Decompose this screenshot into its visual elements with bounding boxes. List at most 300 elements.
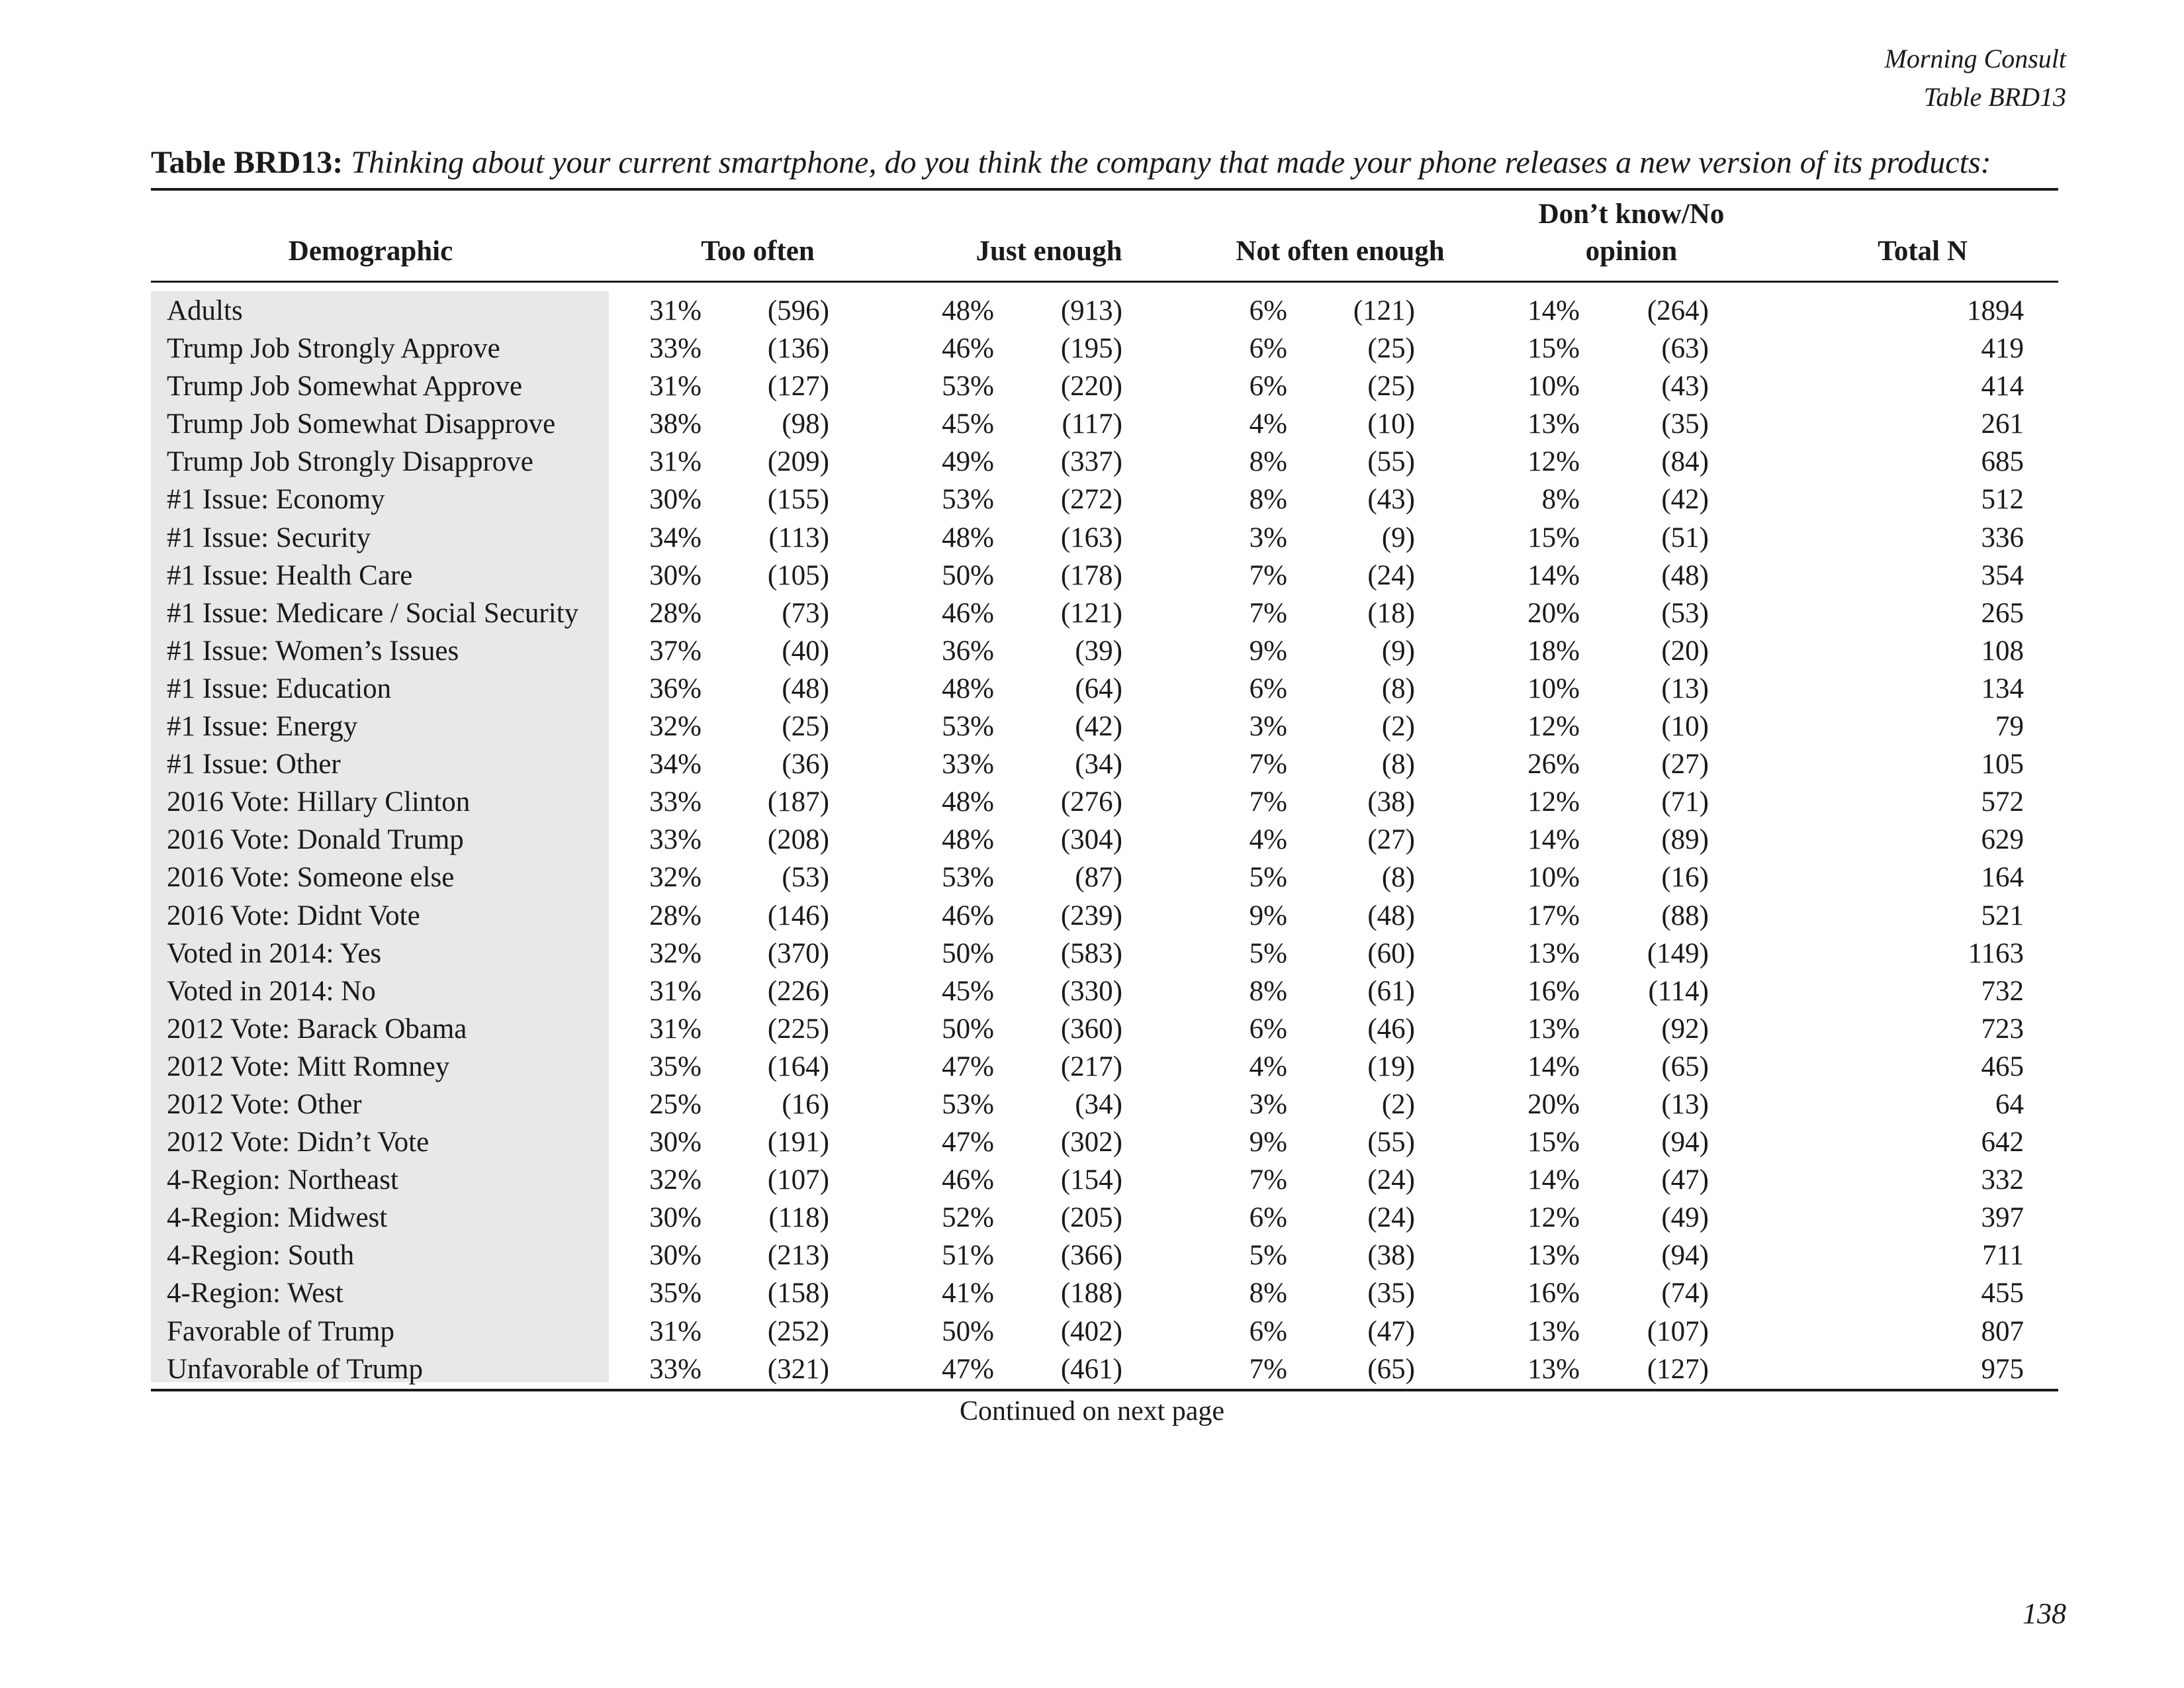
just-enough-pct: 50% xyxy=(942,559,994,591)
row-label: #1 Issue: Education xyxy=(167,673,392,704)
just-enough-pct: 47% xyxy=(942,1127,994,1158)
just-enough-count: (205) xyxy=(1060,1202,1122,1234)
just-enough-count: (34) xyxy=(1075,1088,1122,1120)
table-header-rule xyxy=(151,281,2058,283)
just-enough-pct: 45% xyxy=(942,408,994,440)
continued-note: Continued on next page xyxy=(959,1396,1225,1427)
not-often-enough-count: (27) xyxy=(1367,824,1415,856)
table-title-question: Thinking about your current smartphone, do you think the company that made your phone releases a new version of its products: xyxy=(351,145,1991,180)
dont-know-pct: 8% xyxy=(1541,484,1580,516)
just-enough-count: (117) xyxy=(1062,408,1122,440)
row-label: 4-Region: South xyxy=(167,1240,355,1272)
not-often-enough-pct: 6% xyxy=(1249,673,1287,704)
dont-know-count: (94) xyxy=(1661,1240,1709,1272)
total-n: 108 xyxy=(1981,635,2024,667)
just-enough-pct: 48% xyxy=(942,522,994,553)
page-number: 138 xyxy=(2023,1597,2066,1630)
table-row xyxy=(0,405,2184,443)
dont-know-count: (89) xyxy=(1661,824,1709,856)
just-enough-count: (220) xyxy=(1060,371,1122,402)
too-often-count: (136) xyxy=(767,333,829,365)
row-label: #1 Issue: Other xyxy=(167,749,341,780)
too-often-count: (158) xyxy=(767,1278,829,1309)
dont-know-pct: 12% xyxy=(1527,446,1580,478)
just-enough-pct: 53% xyxy=(942,1088,994,1120)
too-often-pct: 31% xyxy=(649,371,702,402)
row-label: Voted in 2014: No xyxy=(167,975,376,1007)
not-often-enough-count: (55) xyxy=(1367,1127,1415,1158)
dont-know-pct: 26% xyxy=(1527,749,1580,780)
not-often-enough-count: (10) xyxy=(1367,408,1415,440)
table-row xyxy=(0,1123,2184,1161)
total-n: 261 xyxy=(1981,408,2024,440)
dont-know-pct: 13% xyxy=(1527,1240,1580,1272)
not-often-enough-count: (47) xyxy=(1367,1315,1415,1347)
dont-know-count: (16) xyxy=(1661,862,1709,894)
row-label: 2016 Vote: Donald Trump xyxy=(167,824,464,856)
dont-know-count: (149) xyxy=(1647,937,1709,969)
row-label: Unfavorable of Trump xyxy=(167,1353,423,1385)
just-enough-count: (461) xyxy=(1060,1353,1122,1385)
row-label: 2012 Vote: Mitt Romney xyxy=(167,1051,450,1082)
dont-know-count: (127) xyxy=(1647,1353,1709,1385)
too-often-count: (155) xyxy=(767,484,829,516)
not-often-enough-count: (61) xyxy=(1367,975,1415,1007)
not-often-enough-count: (43) xyxy=(1367,484,1415,516)
not-often-enough-pct: 8% xyxy=(1249,1278,1287,1309)
row-label: #1 Issue: Economy xyxy=(167,484,385,516)
total-n: 265 xyxy=(1981,597,2024,629)
dont-know-count: (71) xyxy=(1661,786,1709,818)
just-enough-pct: 33% xyxy=(942,749,994,780)
too-often-pct: 30% xyxy=(649,1127,702,1158)
dont-know-count: (48) xyxy=(1661,559,1709,591)
total-n: 1163 xyxy=(1968,937,2024,969)
not-often-enough-pct: 3% xyxy=(1249,1088,1287,1120)
total-n: 397 xyxy=(1981,1202,2024,1234)
row-label: #1 Issue: Women’s Issues xyxy=(167,635,459,667)
dont-know-count: (114) xyxy=(1648,975,1709,1007)
too-often-count: (105) xyxy=(767,559,829,591)
dont-know-count: (65) xyxy=(1661,1051,1709,1082)
table-row xyxy=(0,1199,2184,1237)
dont-know-pct: 16% xyxy=(1527,975,1580,1007)
not-often-enough-count: (60) xyxy=(1367,937,1415,969)
table-row xyxy=(0,481,2184,518)
just-enough-pct: 45% xyxy=(942,975,994,1007)
table-row xyxy=(0,292,2184,330)
dont-know-count: (94) xyxy=(1661,1127,1709,1158)
too-often-pct: 34% xyxy=(649,522,702,553)
total-n: 975 xyxy=(1981,1353,2024,1385)
dont-know-count: (20) xyxy=(1661,635,1709,667)
total-n: 465 xyxy=(1981,1051,2024,1082)
too-often-count: (321) xyxy=(767,1353,829,1385)
total-n: 732 xyxy=(1981,975,2024,1007)
just-enough-count: (39) xyxy=(1075,635,1122,667)
just-enough-count: (188) xyxy=(1060,1278,1122,1309)
not-often-enough-pct: 9% xyxy=(1249,1127,1287,1158)
row-label: 2016 Vote: Someone else xyxy=(167,862,455,894)
just-enough-pct: 49% xyxy=(942,446,994,478)
total-n: 685 xyxy=(1981,446,2024,478)
just-enough-count: (163) xyxy=(1060,522,1122,553)
just-enough-pct: 48% xyxy=(942,673,994,704)
dont-know-pct: 13% xyxy=(1527,1315,1580,1347)
too-often-count: (209) xyxy=(767,446,829,478)
table-row xyxy=(0,1313,2184,1350)
dont-know-pct: 16% xyxy=(1527,1278,1580,1309)
row-label: #1 Issue: Security xyxy=(167,522,371,553)
not-often-enough-pct: 5% xyxy=(1249,937,1287,969)
total-n: 572 xyxy=(1981,786,2024,818)
col-header-dont-know-line2: opinion xyxy=(1585,236,1678,267)
table-row xyxy=(0,821,2184,859)
just-enough-pct: 36% xyxy=(942,635,994,667)
dont-know-pct: 18% xyxy=(1527,635,1580,667)
total-n: 642 xyxy=(1981,1127,2024,1158)
not-often-enough-count: (24) xyxy=(1367,1164,1415,1196)
row-label: 2012 Vote: Didn’t Vote xyxy=(167,1127,430,1158)
too-often-pct: 32% xyxy=(649,862,702,894)
not-often-enough-count: (65) xyxy=(1367,1353,1415,1385)
not-often-enough-pct: 6% xyxy=(1249,1315,1287,1347)
table-row xyxy=(0,557,2184,594)
not-often-enough-pct: 7% xyxy=(1249,1353,1287,1385)
total-n: 105 xyxy=(1981,749,2024,780)
col-header-dont-know-line1: Don’t know/No xyxy=(1538,199,1725,230)
col-header-demographic: Demographic xyxy=(288,236,453,267)
total-n: 629 xyxy=(1981,824,2024,856)
row-label: #1 Issue: Energy xyxy=(167,711,358,743)
just-enough-count: (337) xyxy=(1060,446,1122,478)
too-often-pct: 35% xyxy=(649,1278,702,1309)
dont-know-pct: 10% xyxy=(1527,371,1580,402)
too-often-count: (25) xyxy=(782,711,829,743)
not-often-enough-pct: 4% xyxy=(1249,1051,1287,1082)
table-row xyxy=(0,594,2184,632)
col-header-too-often: Too often xyxy=(701,236,815,267)
page-header xyxy=(1885,40,2066,117)
table-top-rule xyxy=(151,188,2058,191)
total-n: 332 xyxy=(1981,1164,2024,1196)
just-enough-pct: 47% xyxy=(942,1353,994,1385)
not-often-enough-pct: 6% xyxy=(1249,1013,1287,1045)
just-enough-pct: 48% xyxy=(942,295,994,326)
just-enough-count: (304) xyxy=(1060,824,1122,856)
not-often-enough-pct: 6% xyxy=(1249,333,1287,365)
row-label: 2016 Vote: Hillary Clinton xyxy=(167,786,471,818)
col-header-just-enough: Just enough xyxy=(976,236,1122,267)
not-often-enough-pct: 7% xyxy=(1249,1164,1287,1196)
just-enough-count: (583) xyxy=(1060,937,1122,969)
dont-know-count: (10) xyxy=(1661,711,1709,743)
just-enough-count: (217) xyxy=(1060,1051,1122,1082)
not-often-enough-pct: 8% xyxy=(1249,484,1287,516)
dont-know-pct: 14% xyxy=(1527,559,1580,591)
row-label: 2016 Vote: Didnt Vote xyxy=(167,900,420,931)
dont-know-count: (43) xyxy=(1661,371,1709,402)
too-often-pct: 34% xyxy=(649,749,702,780)
just-enough-count: (42) xyxy=(1075,711,1122,743)
dont-know-pct: 15% xyxy=(1527,333,1580,365)
not-often-enough-pct: 8% xyxy=(1249,446,1287,478)
dont-know-count: (264) xyxy=(1647,295,1709,326)
too-often-count: (213) xyxy=(767,1240,829,1272)
not-often-enough-pct: 9% xyxy=(1249,900,1287,931)
dont-know-count: (42) xyxy=(1661,484,1709,516)
dont-know-count: (84) xyxy=(1661,446,1709,478)
dont-know-count: (74) xyxy=(1661,1278,1709,1309)
dont-know-pct: 15% xyxy=(1527,1127,1580,1158)
not-often-enough-count: (55) xyxy=(1367,446,1415,478)
just-enough-pct: 41% xyxy=(942,1278,994,1309)
dont-know-count: (53) xyxy=(1661,597,1709,629)
row-label: Favorable of Trump xyxy=(167,1315,394,1347)
table-row xyxy=(0,1086,2184,1123)
not-often-enough-count: (38) xyxy=(1367,786,1415,818)
not-often-enough-count: (25) xyxy=(1367,371,1415,402)
just-enough-pct: 47% xyxy=(942,1051,994,1082)
not-often-enough-count: (24) xyxy=(1367,559,1415,591)
just-enough-pct: 51% xyxy=(942,1240,994,1272)
too-often-pct: 31% xyxy=(649,975,702,1007)
too-often-pct: 30% xyxy=(649,559,702,591)
total-n: 711 xyxy=(1982,1240,2024,1272)
dont-know-pct: 20% xyxy=(1527,1088,1580,1120)
table-row xyxy=(0,1237,2184,1274)
too-often-pct: 32% xyxy=(649,711,702,743)
too-often-count: (164) xyxy=(767,1051,829,1082)
just-enough-pct: 46% xyxy=(942,900,994,931)
dont-know-pct: 14% xyxy=(1527,824,1580,856)
just-enough-pct: 48% xyxy=(942,786,994,818)
just-enough-pct: 50% xyxy=(942,1315,994,1347)
not-often-enough-pct: 6% xyxy=(1249,371,1287,402)
table-row xyxy=(0,670,2184,708)
not-often-enough-count: (46) xyxy=(1367,1013,1415,1045)
total-n: 512 xyxy=(1981,484,2024,516)
just-enough-count: (87) xyxy=(1075,862,1122,894)
table-row xyxy=(0,859,2184,896)
just-enough-count: (154) xyxy=(1060,1164,1122,1196)
table-row xyxy=(0,708,2184,745)
too-often-count: (48) xyxy=(782,673,829,704)
too-often-pct: 38% xyxy=(649,408,702,440)
col-header-total-n: Total N xyxy=(1878,236,1968,267)
dont-know-count: (107) xyxy=(1647,1315,1709,1347)
total-n: 1894 xyxy=(1967,295,2024,326)
table-row xyxy=(0,1274,2184,1312)
table-row xyxy=(0,1048,2184,1086)
too-often-count: (187) xyxy=(767,786,829,818)
table-row xyxy=(0,1161,2184,1199)
total-n: 807 xyxy=(1981,1315,2024,1347)
table-title xyxy=(151,144,2057,181)
table-row xyxy=(0,330,2184,367)
dont-know-count: (13) xyxy=(1661,673,1709,704)
not-often-enough-count: (48) xyxy=(1367,900,1415,931)
too-often-pct: 31% xyxy=(649,1315,702,1347)
too-often-pct: 36% xyxy=(649,673,702,704)
not-often-enough-pct: 7% xyxy=(1249,559,1287,591)
just-enough-count: (195) xyxy=(1060,333,1122,365)
not-often-enough-pct: 3% xyxy=(1249,522,1287,553)
not-often-enough-pct: 8% xyxy=(1249,975,1287,1007)
row-label: Trump Job Strongly Disapprove xyxy=(167,446,533,478)
just-enough-count: (276) xyxy=(1060,786,1122,818)
too-often-pct: 28% xyxy=(649,900,702,931)
just-enough-count: (366) xyxy=(1060,1240,1122,1272)
dont-know-pct: 12% xyxy=(1527,786,1580,818)
row-label: 2012 Vote: Other xyxy=(167,1088,362,1120)
just-enough-count: (239) xyxy=(1060,900,1122,931)
row-label: Trump Job Somewhat Disapprove xyxy=(167,408,556,440)
too-often-count: (113) xyxy=(768,522,829,553)
too-often-count: (596) xyxy=(767,295,829,326)
table-row xyxy=(0,367,2184,405)
total-n: 521 xyxy=(1981,900,2024,931)
not-often-enough-count: (19) xyxy=(1367,1051,1415,1082)
dont-know-count: (51) xyxy=(1661,522,1709,553)
too-often-pct: 28% xyxy=(649,597,702,629)
dont-know-pct: 14% xyxy=(1527,295,1580,326)
just-enough-count: (178) xyxy=(1060,559,1122,591)
just-enough-count: (913) xyxy=(1060,295,1122,326)
dont-know-pct: 10% xyxy=(1527,673,1580,704)
total-n: 354 xyxy=(1981,559,2024,591)
total-n: 79 xyxy=(1995,711,2024,743)
dont-know-pct: 14% xyxy=(1527,1051,1580,1082)
not-often-enough-count: (121) xyxy=(1353,295,1415,326)
just-enough-count: (330) xyxy=(1060,975,1122,1007)
dont-know-pct: 17% xyxy=(1527,900,1580,931)
not-often-enough-pct: 7% xyxy=(1249,749,1287,780)
row-label: Trump Job Strongly Approve xyxy=(167,333,500,365)
just-enough-pct: 53% xyxy=(942,371,994,402)
not-often-enough-count: (9) xyxy=(1381,522,1415,553)
dont-know-pct: 20% xyxy=(1527,597,1580,629)
dont-know-pct: 13% xyxy=(1527,1013,1580,1045)
table-row xyxy=(0,935,2184,972)
dont-know-count: (63) xyxy=(1661,333,1709,365)
not-often-enough-count: (25) xyxy=(1367,333,1415,365)
total-n: 723 xyxy=(1981,1013,2024,1045)
too-often-count: (40) xyxy=(782,635,829,667)
total-n: 134 xyxy=(1981,673,2024,704)
row-label: Voted in 2014: Yes xyxy=(167,937,382,969)
header-table-ref: Table BRD13 xyxy=(1923,82,2066,112)
not-often-enough-pct: 7% xyxy=(1249,786,1287,818)
too-often-count: (127) xyxy=(767,371,829,402)
just-enough-pct: 53% xyxy=(942,484,994,516)
table-body xyxy=(0,292,2184,1388)
table-title-label: Table BRD13: xyxy=(151,145,343,180)
too-often-pct: 31% xyxy=(649,446,702,478)
row-label: 2012 Vote: Barack Obama xyxy=(167,1013,467,1045)
not-often-enough-pct: 4% xyxy=(1249,824,1287,856)
dont-know-pct: 14% xyxy=(1527,1164,1580,1196)
not-often-enough-pct: 6% xyxy=(1249,1202,1287,1234)
just-enough-count: (272) xyxy=(1060,484,1122,516)
dont-know-count: (92) xyxy=(1661,1013,1709,1045)
table-row xyxy=(0,783,2184,821)
total-n: 414 xyxy=(1981,371,2024,402)
not-often-enough-pct: 6% xyxy=(1249,295,1287,326)
just-enough-pct: 46% xyxy=(942,333,994,365)
dont-know-count: (13) xyxy=(1661,1088,1709,1120)
too-often-count: (107) xyxy=(767,1164,829,1196)
too-often-count: (225) xyxy=(767,1013,829,1045)
dont-know-count: (47) xyxy=(1661,1164,1709,1196)
too-often-pct: 33% xyxy=(649,786,702,818)
too-often-count: (146) xyxy=(767,900,829,931)
too-often-pct: 30% xyxy=(649,484,702,516)
dont-know-pct: 12% xyxy=(1527,1202,1580,1234)
table-row xyxy=(0,1350,2184,1388)
not-often-enough-pct: 9% xyxy=(1249,635,1287,667)
dont-know-pct: 13% xyxy=(1527,937,1580,969)
just-enough-count: (302) xyxy=(1060,1127,1122,1158)
not-often-enough-pct: 5% xyxy=(1249,862,1287,894)
too-often-count: (208) xyxy=(767,824,829,856)
too-often-pct: 25% xyxy=(649,1088,702,1120)
dont-know-pct: 13% xyxy=(1527,1353,1580,1385)
too-often-count: (53) xyxy=(782,862,829,894)
not-often-enough-count: (38) xyxy=(1367,1240,1415,1272)
table-row xyxy=(0,897,2184,935)
table-row xyxy=(0,443,2184,481)
row-label: 4-Region: Midwest xyxy=(167,1202,388,1234)
not-often-enough-count: (8) xyxy=(1381,749,1415,780)
just-enough-pct: 50% xyxy=(942,937,994,969)
just-enough-pct: 46% xyxy=(942,597,994,629)
row-label: Trump Job Somewhat Approve xyxy=(167,371,523,402)
dont-know-count: (35) xyxy=(1661,408,1709,440)
total-n: 336 xyxy=(1981,522,2024,553)
too-often-count: (370) xyxy=(767,937,829,969)
row-label: #1 Issue: Health Care xyxy=(167,559,413,591)
dont-know-count: (49) xyxy=(1661,1202,1709,1234)
total-n: 164 xyxy=(1981,862,2024,894)
table-row xyxy=(0,745,2184,783)
dont-know-pct: 15% xyxy=(1527,522,1580,553)
not-often-enough-count: (2) xyxy=(1381,711,1415,743)
just-enough-pct: 50% xyxy=(942,1013,994,1045)
row-label: Adults xyxy=(167,295,243,326)
too-often-count: (118) xyxy=(768,1202,829,1234)
table-row xyxy=(0,972,2184,1010)
too-often-pct: 30% xyxy=(649,1240,702,1272)
table-row xyxy=(0,1010,2184,1048)
total-n: 419 xyxy=(1981,333,2024,365)
not-often-enough-pct: 7% xyxy=(1249,597,1287,629)
not-often-enough-count: (2) xyxy=(1381,1088,1415,1120)
too-often-count: (98) xyxy=(782,408,829,440)
row-label: 4-Region: Northeast xyxy=(167,1164,398,1196)
dont-know-pct: 13% xyxy=(1527,408,1580,440)
too-often-pct: 31% xyxy=(649,1013,702,1045)
total-n: 64 xyxy=(1995,1088,2024,1120)
col-header-dont-know xyxy=(1502,196,1760,270)
too-often-pct: 33% xyxy=(649,333,702,365)
not-often-enough-count: (8) xyxy=(1381,673,1415,704)
too-often-pct: 37% xyxy=(649,635,702,667)
just-enough-pct: 53% xyxy=(942,862,994,894)
too-often-pct: 32% xyxy=(649,937,702,969)
just-enough-count: (64) xyxy=(1075,673,1122,704)
header-org: Morning Consult xyxy=(1884,44,2066,73)
